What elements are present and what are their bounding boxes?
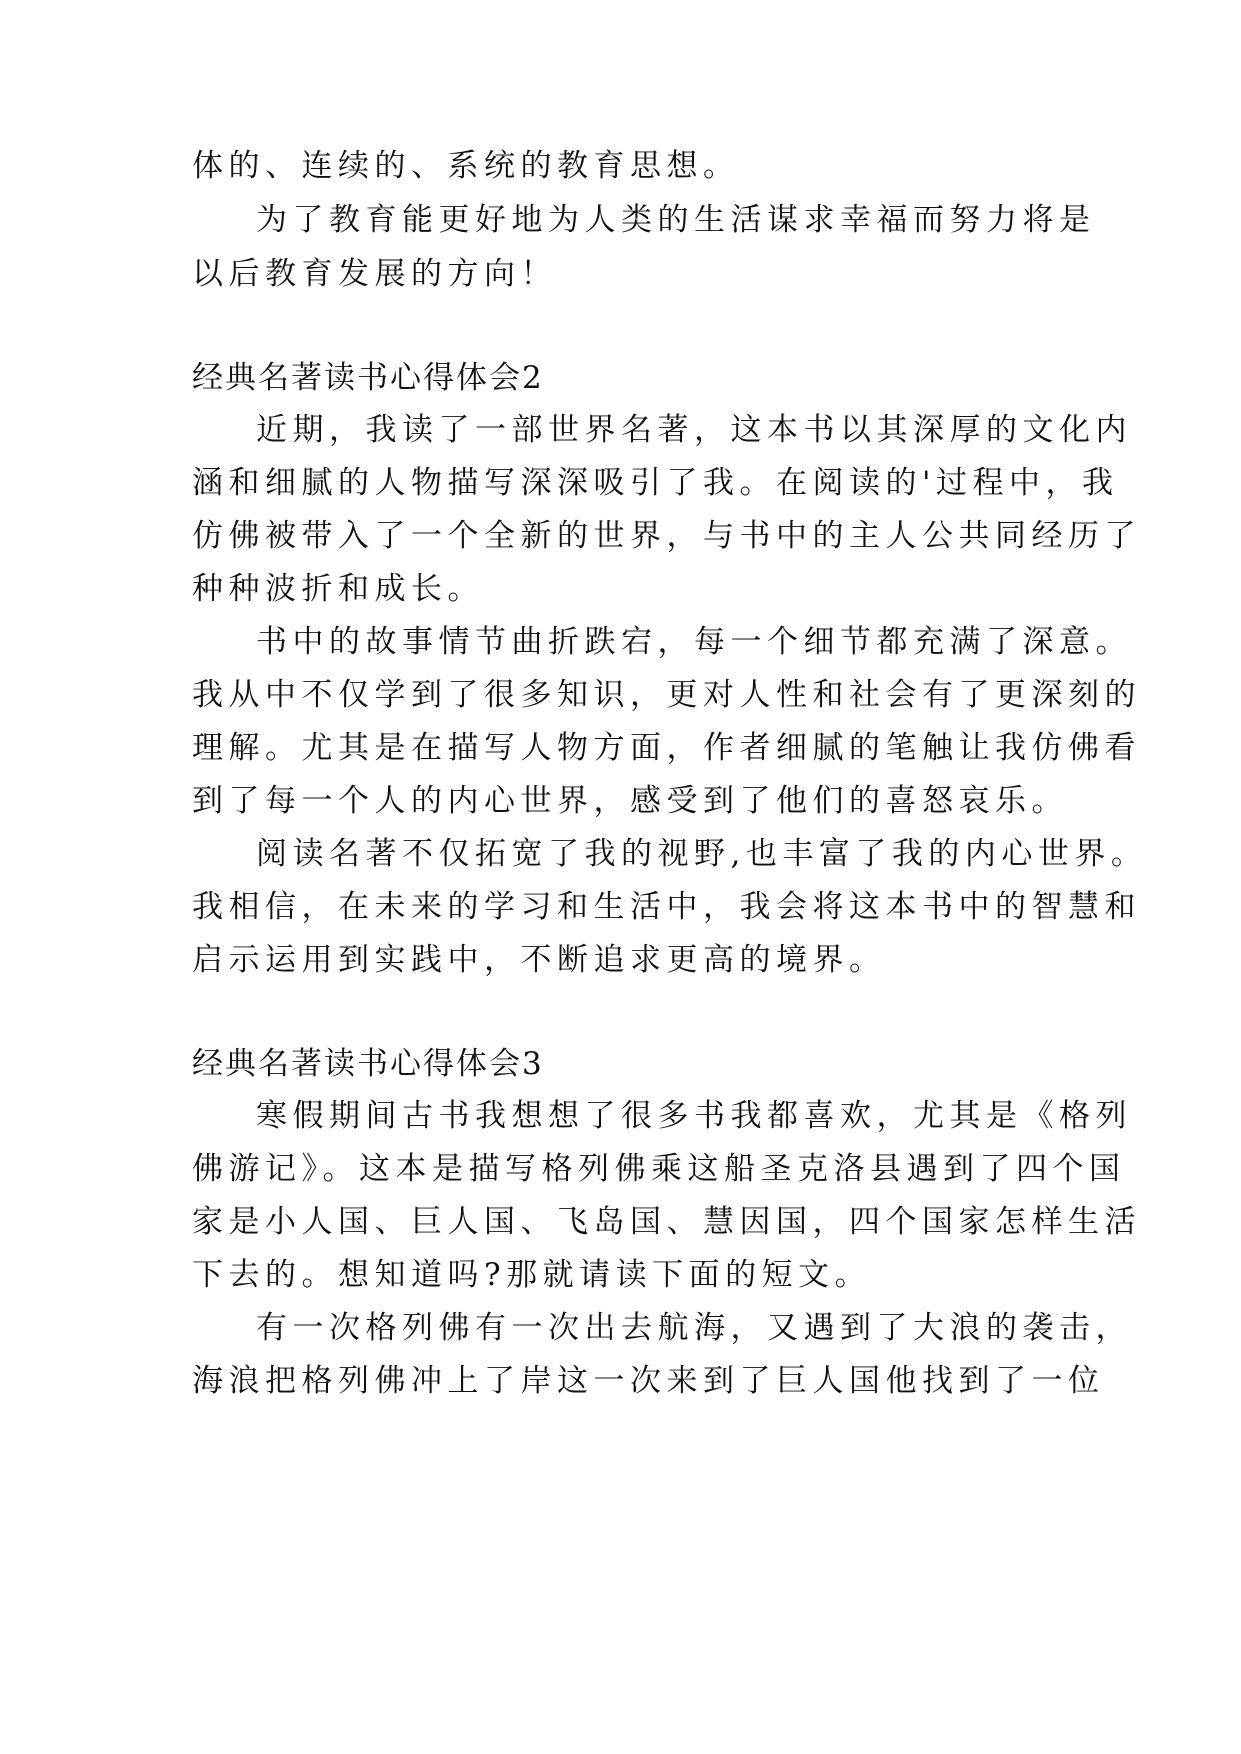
section-heading: 经典名著读书心得体会3 <box>192 1046 544 1082</box>
text-line: 为了教育能更好地为人类的生活谋求幸福而努力将是 <box>256 202 1096 238</box>
text-line: 我相信，在未来的学习和生活中，我会将这本书中的智慧和 <box>192 889 1141 925</box>
text-line: 有一次格列佛有一次出去航海，又遇到了大浪的袭击， <box>256 1310 1132 1346</box>
text-line: 阅读名著不仅拓宽了我的视野,也丰富了我的内心世界。 <box>256 836 1148 872</box>
text-line: 启示运用到实践中，不断追求更高的境界。 <box>192 942 886 978</box>
text-line: 仿佛被带入了一个全新的世界，与书中的主人公共同经历了 <box>192 518 1141 554</box>
text-line: 理解。尤其是在描写人物方面，作者细腻的笔触让我仿佛看 <box>192 730 1141 766</box>
text-line: 到了每一个人的内心世界，感受到了他们的喜怒哀乐。 <box>192 783 1068 819</box>
section-heading: 经典名著读书心得体会2 <box>192 360 544 396</box>
text-line: 海浪把格列佛冲上了岸这一次来到了巨人国他找到了一位 <box>192 1363 1105 1399</box>
text-line: 近期，我读了一部世界名著，这本书以其深厚的文化内 <box>256 412 1132 448</box>
text-line: 家是小人国、巨人国、飞岛国、慧因国，四个国家怎样生活 <box>192 1204 1141 1240</box>
text-line: 寒假期间古书我想想了很多书我都喜欢，尤其是《格列 <box>256 1098 1132 1134</box>
text-line: 以后教育发展的方向！ <box>192 256 557 292</box>
text-line: 佛游记》。这本是描写格列佛乘这船圣克洛县遇到了四个国 <box>192 1151 1126 1187</box>
text-line: 下去的。想知道吗?那就请读下面的短文。 <box>192 1257 872 1293</box>
text-line: 我从中不仅学到了很多知识，更对人性和社会有了更深刻的 <box>192 677 1141 713</box>
text-line: 书中的故事情节曲折跌宕，每一个细节都充满了深意。 <box>256 624 1132 660</box>
text-line: 种种波折和成长。 <box>192 571 484 607</box>
text-line: 涵和细腻的人物描写深深吸引了我。在阅读的'过程中，我 <box>192 465 1119 501</box>
text-line: 体的、连续的、系统的教育思想。 <box>192 148 740 184</box>
